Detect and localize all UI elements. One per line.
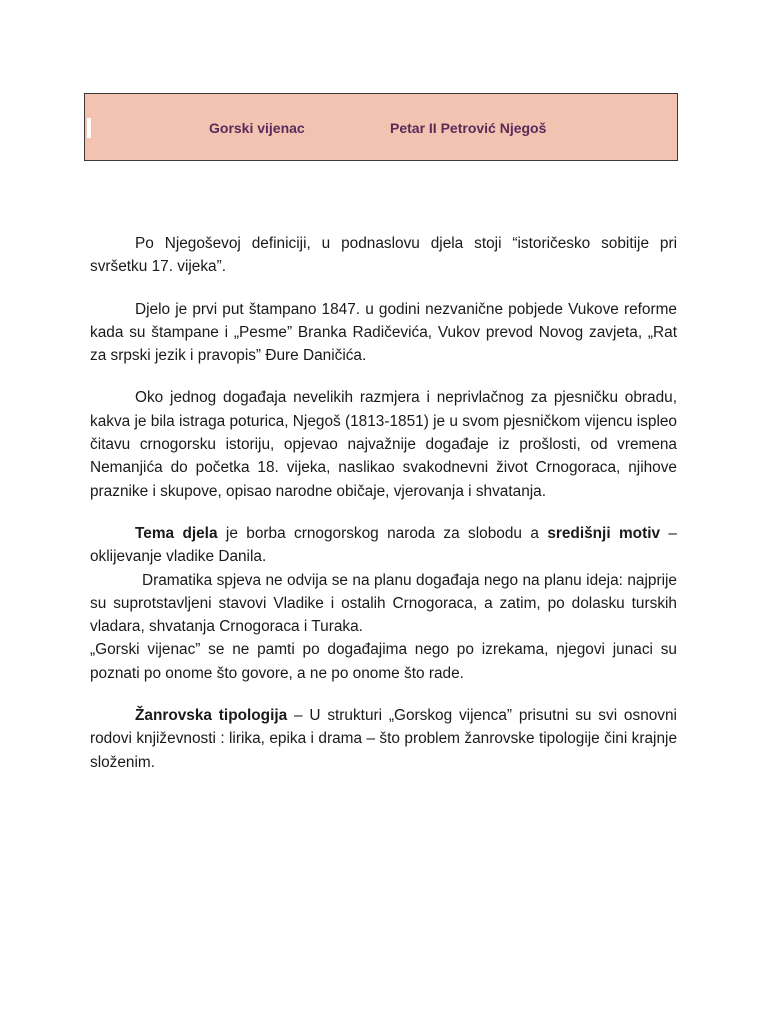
genre-term: Žanrovska tipologija [135, 707, 288, 725]
theme-text: je borba crnogorskog naroda za slobodu a [217, 524, 548, 542]
motif-text: – oklijevanje vladike Danila. [90, 524, 677, 566]
paragraph-theme [90, 522, 677, 569]
author-name: Petar II Petrović Njegoš [390, 120, 547, 136]
paragraph-drama: Dramatika spjeva ne odvija se na planu događaja nego na planu ideja: najprije su suprotstavljeni stavovi Vladike i ostalih Crnogoraca, a zatim, po dolasku turskih vladara, shvatanja Crnogoraca i Turaka. [90, 571, 677, 636]
theme-term: Tema djela [135, 524, 218, 542]
genre-text: – U strukturi „Gorskog vijenca” prisutni su svi osnovni rodovi književnosti : lirika, epika i drama – što problem žanrovske tipologije čini krajnje složenim. [90, 707, 677, 771]
paragraph-sayings: „Gorski vijenac” se ne pamti po događajima nego po izrekama, njegovi junaci su poznati po onome što govore, a ne po onome što rade. [90, 641, 677, 682]
paragraph-publication: Djelo je prvi put štampano 1847. u godini nezvanične pobjede Vukove reforme kada su štampane i „Pesme” Branka Radičevića, Vukov prevod Novog zavjeta, „Rat za srpski jezik i pravopis” Đure Daničića. [90, 300, 677, 365]
document-body [90, 232, 677, 774]
paragraph-genre [90, 704, 677, 774]
title-box [84, 93, 678, 161]
paragraph-definition: Po Njegoševoj definiciji, u podnaslovu djela stoji “istoričesko sobitije pri svršetku 17. vijeka”. [90, 235, 677, 276]
work-title: Gorski vijenac [209, 120, 305, 136]
motif-term: središnji motiv [547, 524, 661, 542]
text-cursor-marker [87, 118, 91, 138]
paragraph-content: Oko jednog događaja nevelikih razmjera i neprivlačnog za pjesničku obradu, kakva je bila istraga poturica, Njegoš (1813-1851) je u svom pjesničkom vijencu ispleo čitavu crnogorsku istoriju, opjevao najvažnije događaje iz prošlosti, od vremena Nemanjića do početka 18. vijeka, naslikao svakodnevni život Crnogoraca, njihove praznike i skupove, opisao narodne običaje, vjerovanja i shvatanja. [90, 389, 677, 500]
